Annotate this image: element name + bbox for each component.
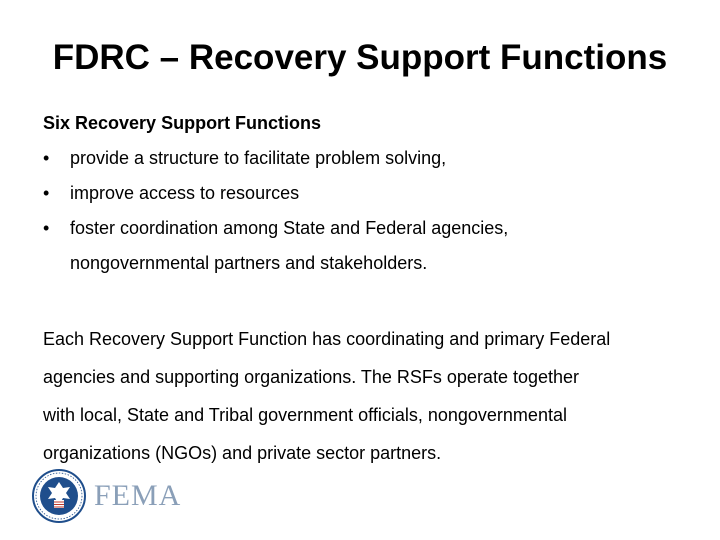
paragraph-line: with local, State and Tribal government officials, nongovernmental [43, 405, 567, 425]
paragraph-line: Each Recovery Support Function has coordinating and primary Federal [43, 329, 611, 349]
bullet-marker: • [43, 183, 50, 203]
fema-wordmark: FEMA [94, 479, 182, 512]
bullet-list [43, 147, 508, 287]
bullet-text: provide a structure to facilitate problem solving, [70, 148, 447, 168]
bullet-text: improve access to resources [70, 183, 300, 203]
bullet-item [43, 147, 508, 169]
body-paragraph [43, 328, 703, 464]
paragraph-line: agencies and supporting organizations. The RSFs operate together [43, 367, 580, 387]
paragraph-line: organizations (NGOs) and private sector partners. [43, 443, 442, 463]
bullet-item [43, 182, 508, 204]
section-subheading: Six Recovery Support Functions [43, 113, 322, 133]
fema-logo [32, 468, 181, 524]
slide-title: FDRC – Recovery Support Functions [52, 38, 668, 77]
bullet-item [43, 217, 508, 274]
bullet-text: foster coordination among State and Federal agencies, [70, 218, 509, 238]
dhs-seal-icon [32, 469, 86, 523]
bullet-marker: • [43, 148, 50, 168]
bullet-marker: • [43, 218, 50, 238]
bullet-text-continuation: nongovernmental partners and stakeholders. [70, 253, 428, 273]
